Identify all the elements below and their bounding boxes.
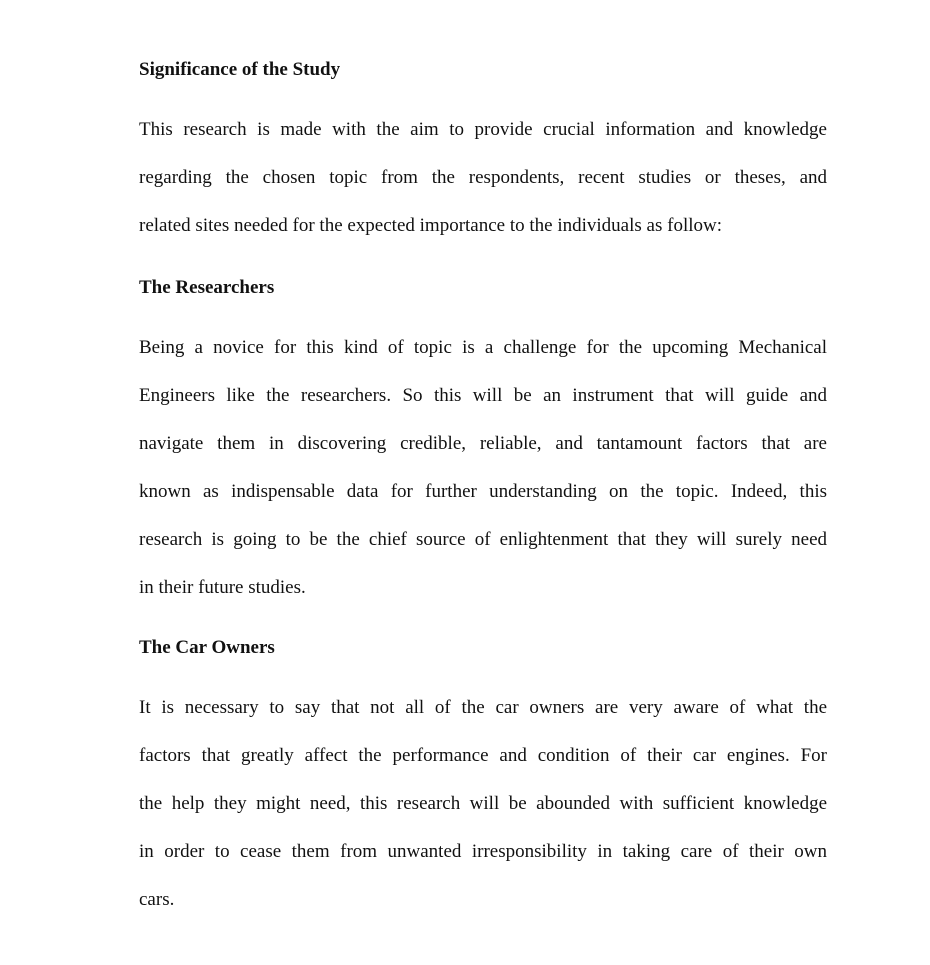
researchers-paragraph	[139, 336, 827, 624]
paragraph-line: cars.	[139, 889, 175, 910]
paragraph-line: This research is made with the aim to provide crucial information and knowledge	[139, 119, 827, 140]
section-heading-car-owners: The Car Owners	[139, 637, 275, 658]
section-heading-researchers: The Researchers	[139, 277, 275, 298]
paragraph-line: factors that greatly affect the performance and condition of their car engines. For	[139, 745, 827, 766]
paragraph-line: Engineers like the researchers. So this will be an instrument that will guide and	[139, 385, 827, 406]
intro-paragraph	[139, 118, 827, 262]
paragraph-line: in their future studies.	[139, 577, 306, 598]
document-title: Significance of the Study	[139, 59, 341, 80]
paragraph-line: Being a novice for this kind of topic is a challenge for the upcoming Mechanical	[139, 337, 827, 358]
paragraph-line: regarding the chosen topic from the respondents, recent studies or theses, and	[139, 167, 827, 188]
paragraph-line: It is necessary to say that not all of the car owners are very aware of what the	[139, 697, 827, 718]
paragraph-line: the help they might need, this research will be abounded with sufficient knowledge	[139, 793, 827, 814]
paragraph-line: navigate them in discovering credible, reliable, and tantamount factors that are	[139, 433, 827, 454]
car-owners-paragraph	[139, 696, 827, 936]
paragraph-line: in order to cease them from unwanted irresponsibility in taking care of their own	[139, 841, 827, 862]
paragraph-line: known as indispensable data for further understanding on the topic. Indeed, this	[139, 481, 827, 502]
paragraph-line: research is going to be the chief source of enlightenment that they will surely need	[139, 529, 827, 550]
paragraph-line: related sites needed for the expected importance to the individuals as follow:	[139, 215, 722, 236]
